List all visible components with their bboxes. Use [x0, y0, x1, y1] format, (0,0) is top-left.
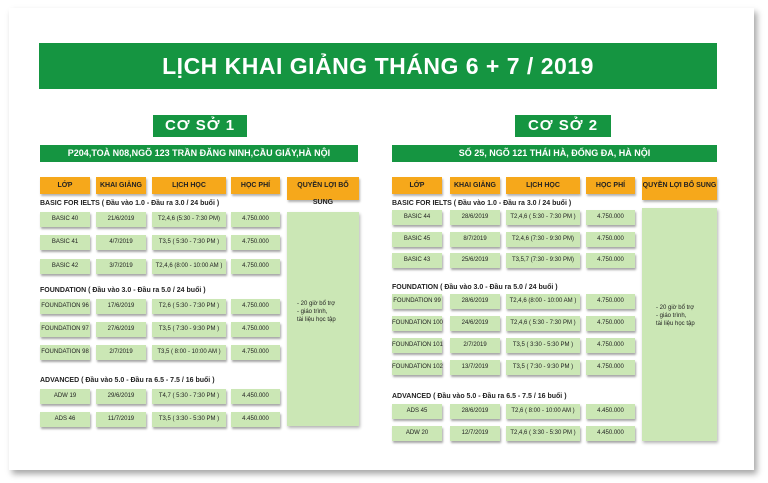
schedule-cell: T3,5 ( 7:30 - 9:30 PM ): [152, 322, 226, 337]
class-name-cell: BASIC 42: [40, 259, 90, 274]
benefit-line: tài liệu học tập: [297, 317, 336, 323]
start-date-cell: 13/7/2019: [450, 360, 500, 375]
benefit-line: - giáo trình,: [656, 313, 687, 319]
fee-cell: 4.750.000: [586, 210, 635, 225]
schedule-cell: T3,5 ( 3:30 - 5:30 PM ): [506, 338, 580, 353]
start-date-cell: 2/7/2019: [96, 345, 146, 360]
class-name-cell: BASIC 44: [392, 210, 442, 225]
section-label: BASIC FOR IELTS ( Đầu vào 1.0 - Đầu ra 3.0 / 24 buổi ): [392, 200, 572, 207]
header-class: LỚP: [40, 177, 90, 194]
start-date-cell: 27/6/2019: [96, 322, 146, 337]
fee-cell: 4.750.000: [231, 259, 280, 274]
start-date-cell: 4/7/2019: [96, 235, 146, 250]
fee-cell: 4.750.000: [231, 235, 280, 250]
fee-cell: 4.750.000: [231, 299, 280, 314]
header-benefits: QUYỀN LỢI BỔ SUNG: [287, 177, 359, 200]
fee-cell: 4.750.000: [586, 338, 635, 353]
benefit-line: - giáo trình,: [297, 309, 328, 315]
class-name-cell: BASIC 43: [392, 253, 442, 268]
schedule-cell: T4,7 ( 5:30 - 7:30 PM ): [152, 389, 226, 404]
section-label: BASIC FOR IELTS ( Đầu vào 1.0 - Đầu ra 3.0 / 24 buổi ): [40, 200, 220, 207]
campus-1-address: P204,TOÀ N08,NGÕ 123 TRẦN ĐĂNG NINH,CẦU GIẤY,HÀ NỘI: [40, 145, 358, 162]
class-name-cell: BASIC 40: [40, 212, 90, 227]
page-title: LỊCH KHAI GIẢNG THÁNG 6 + 7 / 2019: [39, 43, 717, 89]
fee-cell: 4.750.000: [231, 322, 280, 337]
start-date-cell: 17/6/2019: [96, 299, 146, 314]
start-date-cell: 28/6/2019: [450, 294, 500, 309]
campus-2-title: CƠ SỞ 2: [515, 115, 611, 137]
start-date-cell: 3/7/2019: [96, 259, 146, 274]
fee-cell: 4.750.000: [586, 360, 635, 375]
header-schedule: LỊCH HỌC: [506, 177, 580, 194]
benefit-line: - 20 giờ bổ trợ: [656, 305, 695, 311]
header-class: LỚP: [392, 177, 442, 194]
header-start-date: KHAI GIẢNG: [450, 177, 500, 194]
class-name-cell: FOUNDATION 97: [40, 322, 90, 337]
fee-cell: 4.750.000: [231, 212, 280, 227]
schedule-cell: T3,5 ( 5:30 - 7:30 PM ): [152, 235, 226, 250]
class-name-cell: FOUNDATION 101: [392, 338, 442, 353]
fee-cell: 4.750.000: [586, 232, 635, 247]
header-schedule: LỊCH HỌC: [152, 177, 226, 194]
start-date-cell: 28/6/2019: [450, 404, 500, 419]
class-name-cell: FOUNDATION 98: [40, 345, 90, 360]
start-date-cell: 2/7/2019: [450, 338, 500, 353]
schedule-cell: T2,4,6 (5:30 - 7:30 PM): [152, 212, 226, 227]
class-name-cell: BASIC 41: [40, 235, 90, 250]
schedule-cell: T2,6 ( 5:30 - 7:30 PM ): [152, 299, 226, 314]
section-label: ADVANCED ( Đầu vào 5.0 - Đầu ra 6.5 - 7.5 / 16 buổi ): [40, 377, 215, 384]
fee-cell: 4.750.000: [231, 345, 280, 360]
benefit-line: tài liệu học tập: [656, 321, 695, 327]
schedule-cell: T2,4,6 ( 3:30 - 5:30 PM ): [506, 426, 580, 441]
benefit-line: - 20 giờ bổ trợ: [297, 301, 336, 307]
start-date-cell: 12/7/2019: [450, 426, 500, 441]
schedule-cell: T3,5 ( 7:30 - 9:30 PM ): [506, 360, 580, 375]
start-date-cell: 29/6/2019: [96, 389, 146, 404]
class-name-cell: ADW 20: [392, 426, 442, 441]
section-label: FOUNDATION ( Đầu vào 3.0 - Đầu ra 5.0 / 24 buổi ): [40, 287, 206, 294]
class-name-cell: FOUNDATION 100: [392, 316, 442, 331]
header-start-date: KHAI GIẢNG: [96, 177, 146, 194]
fee-cell: 4.450.000: [231, 412, 280, 427]
class-name-cell: ADW 19: [40, 389, 90, 404]
schedule-cell: T2,4,6 ( 5:30 - 7:30 PM ): [506, 210, 580, 225]
start-date-cell: 25/6/2019: [450, 253, 500, 268]
class-name-cell: BASIC 45: [392, 232, 442, 247]
schedule-cell: T2,4,6 ( 5:30 - 7:30 PM ): [506, 316, 580, 331]
campus-2-benefit-box: [642, 208, 717, 441]
schedule-cell: T3,5,7 (7:30 - 9:30 PM): [506, 253, 580, 268]
class-name-cell: FOUNDATION 102: [392, 360, 442, 375]
class-name-cell: ADS 46: [40, 412, 90, 427]
start-date-cell: 8/7/2019: [450, 232, 500, 247]
section-label: FOUNDATION ( Đầu vào 3.0 - Đầu ra 5.0 / 24 buổi ): [392, 284, 558, 291]
fee-cell: 4.750.000: [586, 294, 635, 309]
header-fee: HỌC PHÍ: [231, 177, 280, 194]
fee-cell: 4.750.000: [586, 253, 635, 268]
fee-cell: 4.450.000: [586, 404, 635, 419]
campus-1-title: CƠ SỞ 1: [153, 115, 247, 137]
section-label: ADVANCED ( Đầu vào 5.0 - Đầu ra 6.5 - 7.5 / 16 buổi ): [392, 393, 567, 400]
header-benefits: QUYỀN LỢI BỔ SUNG: [642, 177, 717, 200]
schedule-cell: T3,5 ( 8:00 - 10:00 AM ): [152, 345, 226, 360]
start-date-cell: 28/6/2019: [450, 210, 500, 225]
campus-1-benefit-box: [287, 212, 359, 426]
class-name-cell: FOUNDATION 99: [392, 294, 442, 309]
start-date-cell: 24/6/2019: [450, 316, 500, 331]
schedule-cell: T3,5 ( 3:30 - 5:30 PM ): [152, 412, 226, 427]
campus-2-address: SỐ 25, NGÕ 121 THÁI HÀ, ĐỐNG ĐA, HÀ NỘI: [392, 145, 717, 162]
class-name-cell: FOUNDATION 96: [40, 299, 90, 314]
schedule-cell: T2,4,6 (8:00 - 10:00 AM ): [152, 259, 226, 274]
start-date-cell: 21/6/2019: [96, 212, 146, 227]
fee-cell: 4.450.000: [586, 426, 635, 441]
header-fee: HỌC PHÍ: [586, 177, 635, 194]
schedule-cell: T2,4,6 (7:30 - 9:30 PM): [506, 232, 580, 247]
fee-cell: 4.750.000: [586, 316, 635, 331]
schedule-cell: T2,4,6 (8:00 - 10:00 AM ): [506, 294, 580, 309]
fee-cell: 4.450.000: [231, 389, 280, 404]
start-date-cell: 11/7/2019: [96, 412, 146, 427]
schedule-cell: T2,6 ( 8:00 - 10:00 AM ): [506, 404, 580, 419]
class-name-cell: ADS 45: [392, 404, 442, 419]
